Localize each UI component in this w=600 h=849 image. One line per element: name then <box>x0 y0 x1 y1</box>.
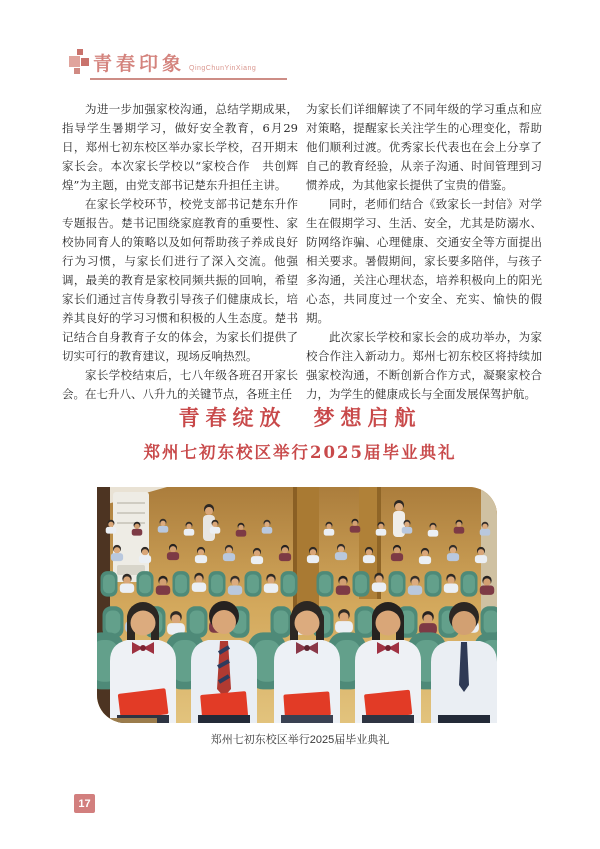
header-rule <box>90 78 287 80</box>
page-number-badge: 17 <box>74 794 95 813</box>
paragraph: 同时，老师们结合《致家长一封信》对学生在假期学习、生活、安全，尤其是防溺水、防网络诈骗、心理健康、交通安全等方面提出相关要求。暑假期间，家长要多陪伴，与孩子多沟通，关注心理状态，培养积极向上的阳光心态，共同度过一个安全、充实、愉快的假期。 <box>306 197 542 325</box>
page-header <box>68 48 348 80</box>
graduation-photo-illustration <box>97 487 497 723</box>
photo-caption: 郑州七初东校区举行2025届毕业典礼 <box>210 734 390 746</box>
feature-subtitle: 郑州七初东校区举行2025届毕业典礼 <box>143 443 457 462</box>
paragraph-continuation: 为家长们详细解读了不同年级的学习重点和应对策略，提醒家长关注学生的心理变化，帮助他们顺利过渡。优秀家长代表也在会上分享了自己的教育经验，从亲子沟通、时间管理到习惯养成，为其他家长提供了宝贵的借鉴。 <box>306 102 542 192</box>
brand-squares-icon <box>68 48 90 74</box>
brand-pinyin: QingChunYinXiang <box>189 65 257 72</box>
brand-title: 青春印象 <box>93 53 186 75</box>
paragraph: 此次家长学校和家长会的成功举办，为家校合作注入新动力。郑州七初东校区将持续加强家校沟通，不断创新合作方式，凝聚家校合力，为学生的健康成长与全面发展保驾护航。 <box>306 330 542 401</box>
air-conditioner-icon <box>113 492 149 582</box>
article-column-right <box>306 100 542 404</box>
paragraph: 在家长学校环节，校党支部书记楚东升作专题报告。楚书记围绕家庭教育的重要性、家校协同育人的策略以及如何帮助孩子养成良好行为习惯，与家长们进行了深入交流。他强调，最美的教育是家校同频共振的回响，希望家长们通过言传身教引导孩子们健康成长，培养其良好的学习习惯和积极的人生态度。楚书记结合自身教育子女的体会，为家长们提供了切实可行的教育建议，现场反响热烈。 <box>62 197 298 363</box>
graduation-ceremony-photo <box>97 487 497 723</box>
article-body <box>62 100 543 404</box>
feature-title-block <box>0 402 600 463</box>
article-column-left <box>62 100 298 404</box>
paragraph: 家长学校结束后，七八年级各班召开家长会。在七升八、八升九的关键节点，各班主任 <box>62 368 298 401</box>
feature-title: 青春绽放 梦想启航 <box>178 405 422 430</box>
paragraph: 为进一步加强家校沟通，总结学期成果，指导学生暑期学习，做好安全教育，6月29日，郑州七初东校区举办家长学校，召开期末家长会。本次家长学校以“家校合作 共创辉煌”为主题，由党支部书记楚东升担任主讲。 <box>62 102 298 192</box>
